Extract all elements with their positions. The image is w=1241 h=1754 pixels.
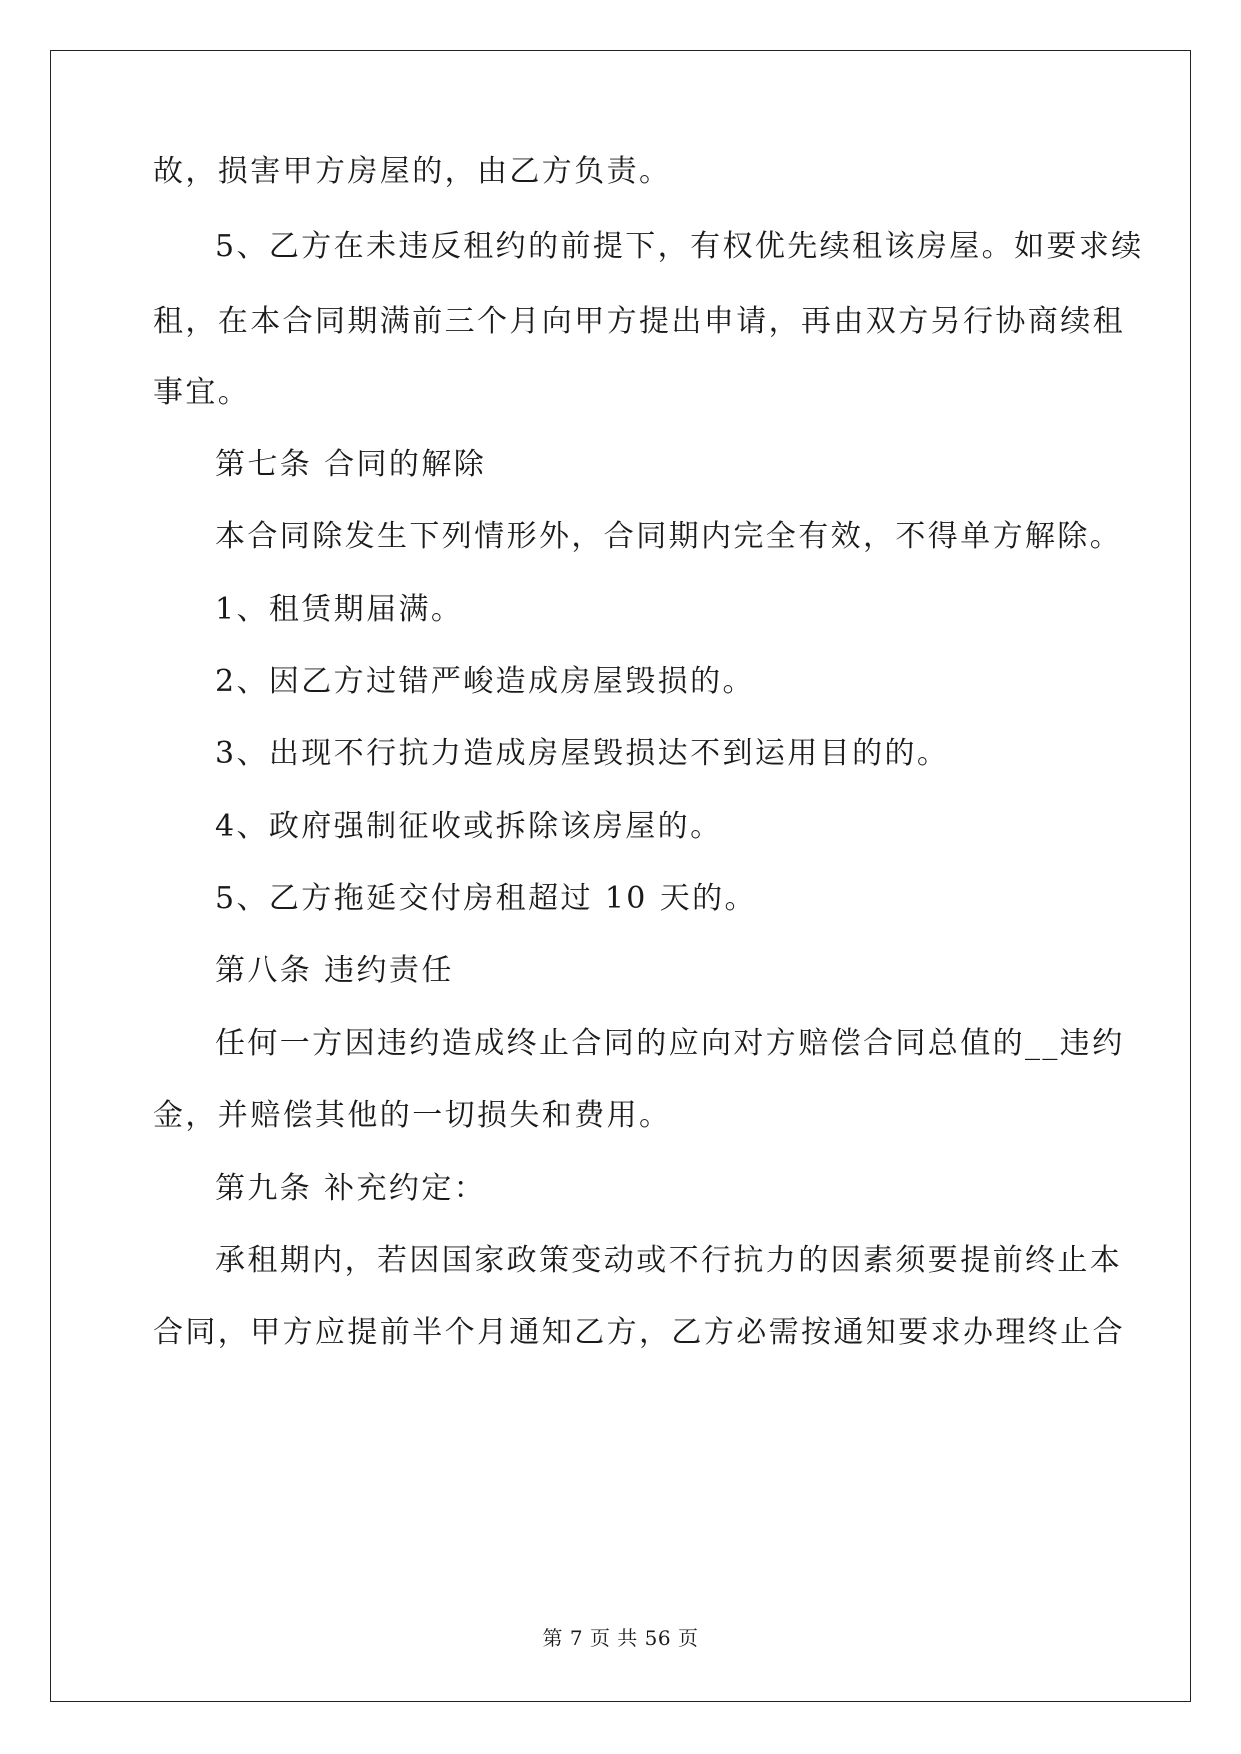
list-item: 5、乙方拖延交付房租超过 10 天的。	[215, 881, 757, 916]
text-line: 任何一方因违约造成终止合同的应向对方赔偿合同总值的__违约	[215, 1026, 1125, 1061]
text-line: 事宜。	[153, 375, 251, 410]
page-border	[50, 50, 1191, 1702]
section-heading: 第七条 合同的解除	[215, 447, 487, 482]
list-item: 2、因乙方过错严峻造成房屋毁损的。	[215, 664, 755, 699]
list-item: 3、出现不行抗力造成房屋毁损达不到运用目的的。	[215, 736, 950, 771]
list-item: 1、租赁期届满。	[215, 592, 464, 627]
list-item: 4、政府强制征收或拆除该房屋的。	[215, 809, 723, 844]
text-line: 金，并赔偿其他的一切损失和费用。	[153, 1098, 672, 1133]
text-line: 故，损害甲方房屋的，由乙方负责。	[153, 154, 672, 189]
text-line: 租，在本合同期满前三个月向甲方提出申请，再由双方另行协商续租	[153, 304, 1125, 339]
text-line: 5、乙方在未违反租约的前提下，有权优先续租该房屋。如要求续	[215, 229, 1144, 264]
text-line: 本合同除发生下列情形外，合同期内完全有效，不得单方解除。	[215, 519, 1123, 554]
page-number-footer: 第 7 页 共 56 页	[542, 1626, 699, 1650]
text-line: 承租期内，若因国家政策变动或不行抗力的因素须要提前终止本	[215, 1243, 1123, 1278]
text-line: 合同，甲方应提前半个月通知乙方，乙方必需按通知要求办理终止合	[153, 1315, 1125, 1350]
section-heading: 第九条 补充约定：	[215, 1171, 487, 1206]
section-heading: 第八条 违约责任	[215, 953, 454, 988]
